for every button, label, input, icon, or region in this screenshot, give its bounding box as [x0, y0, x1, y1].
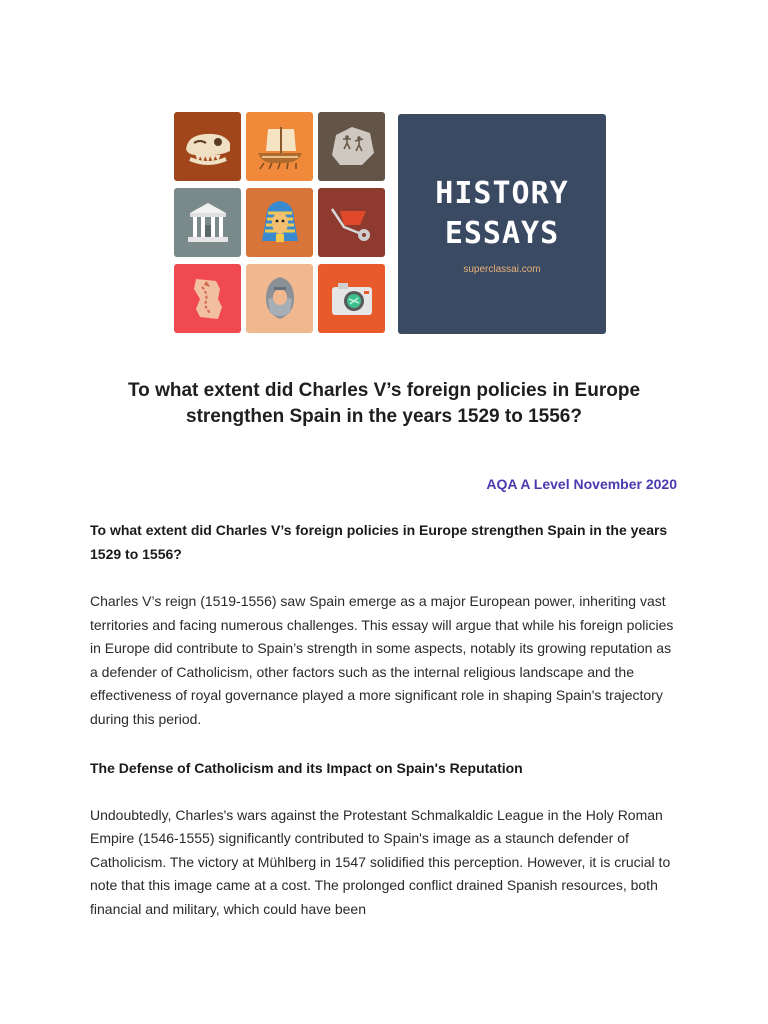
essay-body	[90, 518, 680, 922]
camera-icon	[326, 273, 378, 325]
history-essays-card	[398, 114, 606, 334]
cave-painting-rock-icon	[326, 121, 378, 173]
tile-knight	[246, 264, 313, 333]
tile-map	[174, 264, 241, 333]
tile-wheelbarrow	[318, 188, 385, 257]
tile-cave-rock	[318, 112, 385, 181]
intro-paragraph: Charles V’s reign (1519-1556) saw Spain emerge as a major European power, inheriting vast territories and facing numerous challenges. This essay will argue that while his foreign policies in Europe did contribute to Spain’s strength in some aspects, notably its growing reputation as a defender of Catholicism, other factors such as the internal religious landscape and the effectiveness of royal governance played a more significant role in shaping Spain's trajectory during this period.	[90, 593, 674, 727]
tile-temple	[174, 188, 241, 257]
banner-site-url: superclassai.com	[463, 263, 541, 275]
dinosaur-skull-icon	[182, 121, 234, 173]
knight-helmet-icon	[254, 273, 306, 325]
history-essays-banner	[174, 112, 606, 334]
tile-dinosaur	[174, 112, 241, 181]
greek-temple-icon	[182, 197, 234, 249]
old-map-icon	[182, 273, 234, 325]
banner-title-line2: ESSAYS	[444, 215, 560, 251]
document-title: To what extent did Charles V’s foreign policies in Europe strengthen Spain in the years 1529 to 1556?	[127, 380, 641, 427]
viking-ship-icon	[254, 121, 306, 173]
section-paragraph: Undoubtedly, Charles's wars against the Protestant Schmalkaldic League in the Holy Roman Empire (1546-1555) significantly contributed to Spain's image as a staunch defender of Catholicism. The victory at Mühlberg in 1547 solidified this perception. However, it is crucial to note that this image came at a cost. The prolonged conflict drained Spanish resources, both financial and military, which could have been	[90, 806, 671, 917]
wheelbarrow-icon	[326, 197, 378, 249]
tile-camera	[318, 264, 385, 333]
banner-title-line1: HISTORY	[435, 175, 569, 211]
tile-pharaoh	[246, 188, 313, 257]
icon-tile-grid	[174, 112, 385, 333]
pharaoh-mask-icon	[254, 197, 306, 249]
section-heading: The Defense of Catholicism and its Impact on Spain's Reputation	[90, 759, 523, 776]
tile-ship	[246, 112, 313, 181]
exam-label: AQA A Level November 2020	[486, 476, 677, 492]
essay-question: To what extent did Charles V’s foreign policies in Europe strengthen Spain in the years 1529 to 1556?	[90, 522, 668, 562]
